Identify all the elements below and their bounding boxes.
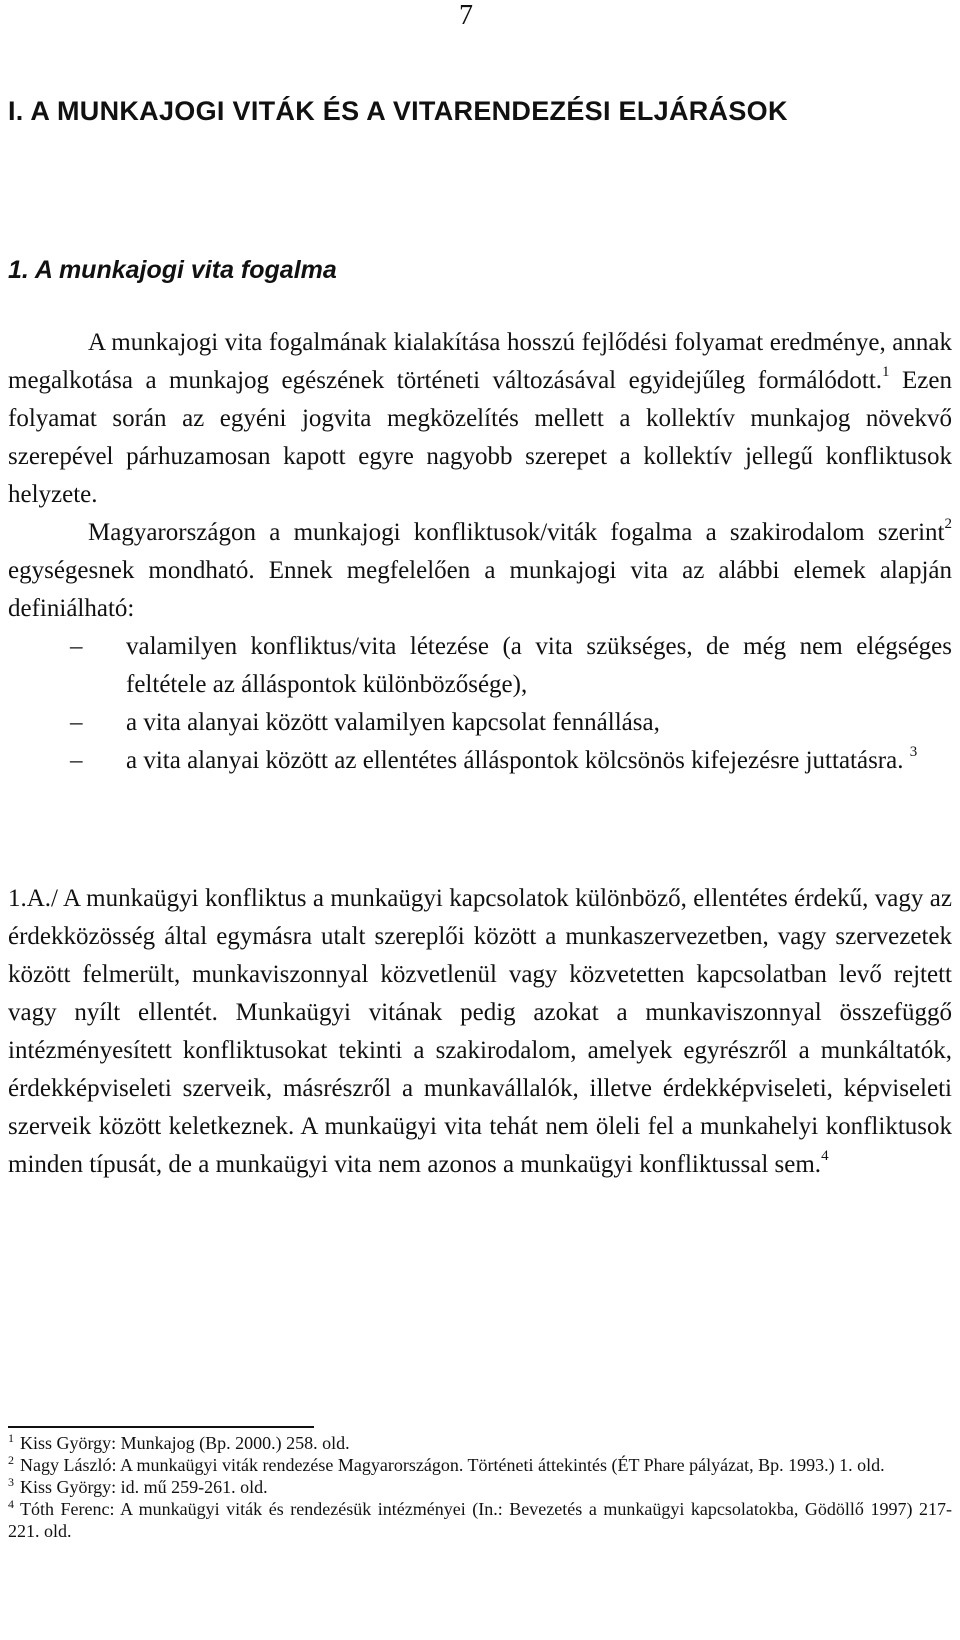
footnote-text: Tóth Ferenc: A munkaügyi viták és rendezésük intézményei (In.: Bevezetés a munkaügyi kapcsolatokba, Gödöllő 1997) 217-221. old.: [8, 1499, 952, 1541]
paragraph-2-part-2: egységesnek mondható. Ennek megfelelően a munkajogi vita az alábbi elemek alapján definiálható:: [8, 557, 952, 622]
footnote: [8, 1454, 952, 1476]
dash-bullet: –: [70, 633, 83, 660]
body-text-intro: [8, 324, 952, 780]
paragraph-1-part-1: A munkajogi vita fogalmának kialakítása hosszú fejlődési folyamat eredménye, annak megalkotása a munkajog egészének történeti változásával egyidejűleg formálódott.: [8, 329, 952, 394]
footnote-number: 3: [8, 1475, 14, 1489]
footnote: [8, 1432, 952, 1454]
list-item-text: valamilyen konfliktus/vita létezése (a vita szükséges, de még nem elégséges feltétele az álláspontok különbözősége),: [126, 633, 952, 698]
body-text-definition: [8, 880, 952, 1184]
dash-bullet: –: [70, 747, 83, 774]
footnote-text: Nagy László: A munkaügyi viták rendezése Magyarországon. Történeti áttekintés (ÉT Phare pályázat, Bp. 1993.) 1. old.: [20, 1455, 885, 1475]
paragraph-3-text: 1.A./ A munkaügyi konfliktus a munkaügyi kapcsolatok különböző, ellentétes érdekű, vagy az érdekközösség által egymásra utalt szereplői között a munkaszervezetben, vagy szervezetek között felmerült, munkaviszonnyal közvetlenül vagy közvetetten kapcsolatban levő rejtett vagy nyílt ellentét. Munkaügyi vitának pedig azokat a munkaviszonnyal összefüggő intézményesített konfliktusokat tekinti a szakirodalom, amelyek egyrészről a munkáltatók, érdekképviseleti szerveik, másrészről a munkavállalók, illetve érdekképviseleti, képviseleti szerveik között keletkeznek. A munkaügyi vita tehát nem öleli fel a munkahelyi konfliktusok minden típusát, de a munkaügyi vita nem azonos a munkaügyi konfliktussal sem.: [8, 885, 952, 1178]
footnotes: [8, 1432, 952, 1542]
definition-list: [8, 628, 952, 780]
footnote-ref-4[interactable]: 4: [821, 1148, 829, 1164]
list-item-text: a vita alanyai között az ellentétes álláspontok kölcsönös kifejezésre juttatásra.: [126, 747, 904, 774]
list-item-text: a vita alanyai között valamilyen kapcsolat fennállása,: [126, 709, 660, 736]
footnote-number: 4: [8, 1497, 14, 1511]
paragraph-1: [8, 324, 952, 514]
footnote-separator: [8, 1426, 314, 1428]
footnote-number: 1: [8, 1431, 14, 1445]
footnote-ref-2[interactable]: 2: [944, 516, 952, 532]
paragraph-2: [8, 514, 952, 628]
footnote-number: 2: [8, 1453, 14, 1467]
footnote-ref-3[interactable]: 3: [909, 744, 918, 760]
list-item: [8, 704, 952, 742]
chapter-title: I. A MUNKAJOGI VITÁK ÉS A VITARENDEZÉSI ELJÁRÁSOK: [8, 96, 788, 126]
footnote-text: Kiss György: Munkajog (Bp. 2000.) 258. old.: [20, 1433, 350, 1453]
list-item: [8, 742, 952, 780]
footnote-ref-1[interactable]: 1: [882, 364, 890, 380]
footnote: [8, 1476, 952, 1498]
paragraph-2-part-1: Magyarországon a munkajogi konfliktusok/viták fogalma a szakirodalom szerint: [88, 519, 945, 546]
paragraph-1-part-2: Ezen folyamat során az egyéni jogvita megközelítés mellett a kollektív munkajog növekvő szerepével párhuzamosan kapott egyre nagyobb szerepet a kollektív jellegű konfliktusok helyzete.: [8, 367, 952, 508]
paragraph-3: [8, 880, 952, 1184]
section-title: 1. A munkajogi vita fogalma: [8, 256, 337, 284]
page-number: 7: [459, 0, 473, 31]
footnote: [8, 1498, 952, 1542]
dash-bullet: –: [70, 709, 83, 736]
footnote-text: Kiss György: id. mű 259-261. old.: [20, 1477, 268, 1497]
list-item: [8, 628, 952, 704]
